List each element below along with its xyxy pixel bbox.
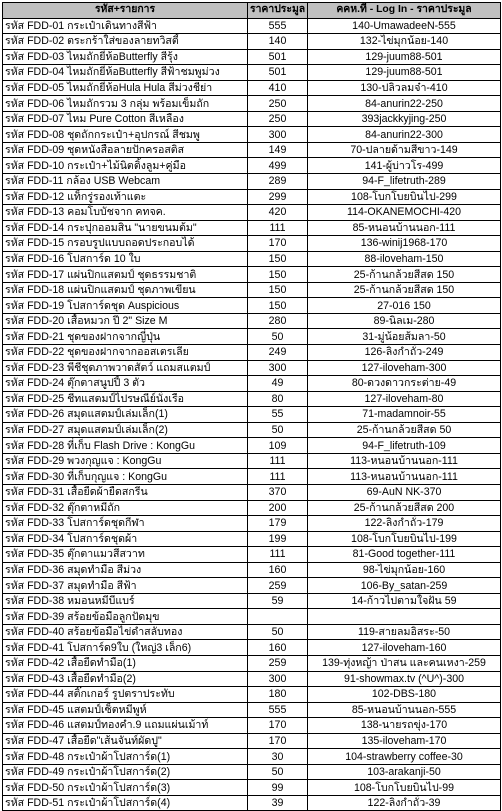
winner-cell: 108-โบกโบยบินไป-299 bbox=[308, 189, 501, 205]
item-cell: รหัส FDD-26 สมุดแสตมป์เล่มเล็ก(1) bbox=[3, 407, 248, 423]
item-cell: รหัส FDD-50 กระเป๋าผ้าโปสการ์ด(3) bbox=[3, 780, 248, 796]
price-cell: 410 bbox=[248, 80, 308, 96]
table-row bbox=[3, 18, 501, 34]
winner-cell: 129-juum88-501 bbox=[308, 49, 501, 65]
auction-results-table bbox=[2, 2, 501, 811]
winner-cell: 127-iloveham-80 bbox=[308, 391, 501, 407]
winner-cell: 114-OKANEMOCHI-420 bbox=[308, 205, 501, 221]
winner-cell: 85-หนอนบ้านนอก-555 bbox=[308, 702, 501, 718]
item-cell: รหัส FDD-19 โปสการ์ดชุด Auspicious bbox=[3, 298, 248, 314]
table-row bbox=[3, 313, 501, 329]
table-header bbox=[3, 3, 501, 19]
table-row bbox=[3, 531, 501, 547]
price-cell: 80 bbox=[248, 391, 308, 407]
item-cell: รหัส FDD-34 โปสการ์ดชุดผ้า bbox=[3, 531, 248, 547]
table-row bbox=[3, 282, 501, 298]
price-cell: 250 bbox=[248, 111, 308, 127]
table-row bbox=[3, 80, 501, 96]
winner-cell: 108-โบกโบยบินไป-99 bbox=[308, 780, 501, 796]
winner-cell: 94-F_lifetruth-289 bbox=[308, 174, 501, 190]
price-cell: 555 bbox=[248, 18, 308, 34]
winner-cell: 80-ดวงดาวกระต่าย-49 bbox=[308, 376, 501, 392]
winner-cell: 69-AuN NK-370 bbox=[308, 484, 501, 500]
winner-cell: 71-madamnoir-55 bbox=[308, 407, 501, 423]
table-row bbox=[3, 407, 501, 423]
table-row bbox=[3, 267, 501, 283]
winner-cell: 113-หนอนบ้านนอก-111 bbox=[308, 453, 501, 469]
item-cell: รหัส FDD-39 สร้อยข้อมือลูกปัดมุข bbox=[3, 609, 248, 625]
price-cell: 299 bbox=[248, 189, 308, 205]
winner-cell: 89-นิลเม-280 bbox=[308, 313, 501, 329]
item-cell: รหัส FDD-45 แสตมป์เซ็ตหมีพูห์ bbox=[3, 702, 248, 718]
item-cell: รหัส FDD-38 หมอนหมีบีแบร์ bbox=[3, 593, 248, 609]
table-row bbox=[3, 780, 501, 796]
price-cell: 501 bbox=[248, 49, 308, 65]
price-cell: 150 bbox=[248, 267, 308, 283]
winner-cell: 136-winij1968-170 bbox=[308, 236, 501, 252]
price-cell: 180 bbox=[248, 687, 308, 703]
table-row bbox=[3, 500, 501, 516]
price-cell: 179 bbox=[248, 516, 308, 532]
winner-cell: 84-anurin22-250 bbox=[308, 96, 501, 112]
price-cell: 50 bbox=[248, 624, 308, 640]
item-cell: รหัส FDD-08 ชุดถักกระเป๋า+อุปกรณ์ สีชมพู bbox=[3, 127, 248, 143]
item-cell: รหัส FDD-48 กระเป๋าผ้าโปสการ์ด(1) bbox=[3, 749, 248, 765]
winner-cell: 140-UmawadeeN-555 bbox=[308, 18, 501, 34]
item-cell: รหัส FDD-06 ไหมถักรวม 3 กลุ่ม พร้อมเข็มถัก bbox=[3, 96, 248, 112]
item-cell: รหัส FDD-03 ไหมถักยี่ห้อButterfly สีรุ้ง bbox=[3, 49, 248, 65]
price-column-header: ราคาประมูล bbox=[248, 3, 308, 19]
table-row bbox=[3, 360, 501, 376]
winner-cell: 119-สายลมอิสระ-50 bbox=[308, 624, 501, 640]
winner-cell: 108-โบกโบยบินไป-199 bbox=[308, 531, 501, 547]
table-row bbox=[3, 251, 501, 267]
table-row bbox=[3, 391, 501, 407]
item-cell: รหัส FDD-22 ชุดของฝากจากออสเตรเลีย bbox=[3, 345, 248, 361]
winner-cell: 138-นายรถขุ่ง-170 bbox=[308, 718, 501, 734]
winner-cell: 135-iloveham-170 bbox=[308, 733, 501, 749]
price-cell: 111 bbox=[248, 469, 308, 485]
winner-cell: 102-DBS-180 bbox=[308, 687, 501, 703]
price-cell: 160 bbox=[248, 640, 308, 656]
item-cell: รหัส FDD-44 สติ๊กเกอร์ รูปตราประทับ bbox=[3, 687, 248, 703]
table-row bbox=[3, 655, 501, 671]
table-row bbox=[3, 422, 501, 438]
item-cell: รหัส FDD-25 ชีทแสตมป์ไปรษณีย์นั่งเรือ bbox=[3, 391, 248, 407]
item-cell: รหัส FDD-01 กระเป๋าเดินทางสีฟ้า bbox=[3, 18, 248, 34]
item-cell: รหัส FDD-42 เสื้อยืดทำมือ(1) bbox=[3, 655, 248, 671]
winner-cell: 139-ทุ่งหญ้า ป่าสน และคนเหงา-259 bbox=[308, 655, 501, 671]
table-row bbox=[3, 438, 501, 454]
item-cell: รหัส FDD-07 ไหม Pure Cotton สีเหลือง bbox=[3, 111, 248, 127]
price-cell: 170 bbox=[248, 718, 308, 734]
table-row bbox=[3, 764, 501, 780]
item-cell: รหัส FDD-02 ตระกร้าใส่ของลายทวิสตี้ bbox=[3, 34, 248, 50]
table-row bbox=[3, 702, 501, 718]
winner-cell: 127-iloveham-160 bbox=[308, 640, 501, 656]
price-cell: 250 bbox=[248, 96, 308, 112]
table-row bbox=[3, 516, 501, 532]
item-cell: รหัส FDD-30 ที่เก็บกุญแจ : KongGu bbox=[3, 469, 248, 485]
auction-results-sheet bbox=[2, 2, 500, 811]
winner-cell: 25-ก้านกล้วยสีสด 150 bbox=[308, 267, 501, 283]
item-cell: รหัส FDD-23 พีชีชุดภาพวาดสัตว์ แถมสแตมป์ bbox=[3, 360, 248, 376]
table-row bbox=[3, 142, 501, 158]
item-cell: รหัส FDD-17 แผ่นปิกแสตมป์ ชุดธรรมชาติ bbox=[3, 267, 248, 283]
winner-cell: 126-ลิงกำถั่ว-249 bbox=[308, 345, 501, 361]
table-row bbox=[3, 174, 501, 190]
item-cell: รหัส FDD-29 พวงกุญแจ : KongGu bbox=[3, 453, 248, 469]
item-cell: รหัส FDD-18 แผ่นปิกแสตมป์ ชุดภาพเขียน bbox=[3, 282, 248, 298]
winner-cell: 81-Good together-111 bbox=[308, 547, 501, 563]
item-cell: รหัส FDD-28 ที่เก็บ Flash Drive : KongGu bbox=[3, 438, 248, 454]
table-body bbox=[3, 18, 501, 811]
item-cell: รหัส FDD-04 ไหมถักยี่ห้อButterfly สีฟ้าชมพูม่วง bbox=[3, 65, 248, 81]
table-row bbox=[3, 733, 501, 749]
table-row bbox=[3, 795, 501, 811]
table-row bbox=[3, 578, 501, 594]
winner-cell: 103-arakanji-50 bbox=[308, 764, 501, 780]
item-cell: รหัส FDD-05 ไหมถักยี่ห้อHula Hula สีม่วงชีย่า bbox=[3, 80, 248, 96]
price-cell: 259 bbox=[248, 578, 308, 594]
price-cell: 555 bbox=[248, 702, 308, 718]
price-cell: 280 bbox=[248, 313, 308, 329]
winner-cell: 104-strawberry coffee-30 bbox=[308, 749, 501, 765]
table-row bbox=[3, 34, 501, 50]
price-cell: 111 bbox=[248, 547, 308, 563]
price-cell: 300 bbox=[248, 360, 308, 376]
table-row bbox=[3, 671, 501, 687]
winner-cell: 98-ไข่มุกน้อย-160 bbox=[308, 562, 501, 578]
item-cell: รหัส FDD-40 สร้อยข้อมือไข่ดำสลับทอง bbox=[3, 624, 248, 640]
price-cell: 150 bbox=[248, 282, 308, 298]
price-cell: 420 bbox=[248, 205, 308, 221]
table-row bbox=[3, 687, 501, 703]
price-cell: 59 bbox=[248, 593, 308, 609]
price-cell: 140 bbox=[248, 34, 308, 50]
price-cell: 249 bbox=[248, 345, 308, 361]
price-cell: 109 bbox=[248, 438, 308, 454]
price-cell: 111 bbox=[248, 220, 308, 236]
winner-cell: 25-ก้านกล้วยสีสด 50 bbox=[308, 422, 501, 438]
item-cell: รหัส FDD-49 กระเป๋าผ้าโปสการ์ด(2) bbox=[3, 764, 248, 780]
price-cell: 289 bbox=[248, 174, 308, 190]
table-row bbox=[3, 49, 501, 65]
price-cell: 160 bbox=[248, 562, 308, 578]
item-cell: รหัส FDD-51 กระเป๋าผ้าโปสการ์ด(4) bbox=[3, 795, 248, 811]
winner-cell: 113-หนอนบ้านนอก-111 bbox=[308, 469, 501, 485]
table-row bbox=[3, 718, 501, 734]
table-row bbox=[3, 158, 501, 174]
item-cell: รหัส FDD-24 ตุ๊กตาสนูปปี้ 3 ตัว bbox=[3, 376, 248, 392]
winner-cell: 393jackkyjing-250 bbox=[308, 111, 501, 127]
price-cell: 49 bbox=[248, 376, 308, 392]
header-row bbox=[3, 3, 501, 19]
item-cell: รหัส FDD-12 แท็กรู่รองเท้าแตะ bbox=[3, 189, 248, 205]
table-row bbox=[3, 640, 501, 656]
table-row bbox=[3, 593, 501, 609]
item-cell: รหัส FDD-32 ตุ๊กตาหมีถัก bbox=[3, 500, 248, 516]
price-cell: 111 bbox=[248, 453, 308, 469]
item-cell: รหัส FDD-35 ตุ๊กตาแมวสีสวาท bbox=[3, 547, 248, 563]
table-row bbox=[3, 220, 501, 236]
winner-cell: 127-iloveham-300 bbox=[308, 360, 501, 376]
table-row bbox=[3, 345, 501, 361]
winner-cell: 122-ลิงกำถั่ว-39 bbox=[308, 795, 501, 811]
winner-cell: 31-มู่น้อยส้มลา-50 bbox=[308, 329, 501, 345]
winner-cell bbox=[308, 609, 501, 625]
table-row bbox=[3, 484, 501, 500]
price-cell: 149 bbox=[248, 142, 308, 158]
price-cell: 50 bbox=[248, 764, 308, 780]
item-cell: รหัส FDD-47 เสื้อยืด"เส้นจันท์ผัดปู" bbox=[3, 733, 248, 749]
price-cell: 55 bbox=[248, 407, 308, 423]
winner-cell: 88-iloveham-150 bbox=[308, 251, 501, 267]
table-row bbox=[3, 189, 501, 205]
table-row bbox=[3, 547, 501, 563]
table-row bbox=[3, 65, 501, 81]
item-cell: รหัส FDD-11 กล้อง USB Webcam bbox=[3, 174, 248, 190]
winner-cell: 85-หนอนบ้านนอก-111 bbox=[308, 220, 501, 236]
table-row bbox=[3, 624, 501, 640]
winner-cell: 130-ปลิวลมจ๋า-410 bbox=[308, 80, 501, 96]
table-row bbox=[3, 111, 501, 127]
table-row bbox=[3, 749, 501, 765]
item-cell: รหัส FDD-31 เสื้อยืดผ้ายืดสกรีน bbox=[3, 484, 248, 500]
price-cell: 501 bbox=[248, 65, 308, 81]
item-cell: รหัส FDD-46 แสตมป์ทองคำ.9 แถมแผ่นเม้าท์ bbox=[3, 718, 248, 734]
winner-cell: 14-ก้าวไปตามใจฝัน 59 bbox=[308, 593, 501, 609]
price-cell: 499 bbox=[248, 158, 308, 174]
item-cell: รหัส FDD-15 กรอบรูปแบบถอดประกอบได้ bbox=[3, 236, 248, 252]
price-cell: 259 bbox=[248, 655, 308, 671]
winner-cell: 106-By_satan-259 bbox=[308, 578, 501, 594]
winner-cell: 132-ไข่มุกน้อย-140 bbox=[308, 34, 501, 50]
item-cell: รหัส FDD-43 เสื้อยืดทำมือ(2) bbox=[3, 671, 248, 687]
table-row bbox=[3, 127, 501, 143]
winner-cell: 91-showmax.tv (^U^)-300 bbox=[308, 671, 501, 687]
item-cell: รหัส FDD-27 สมุดแสตมป์เล่มเล็ก(2) bbox=[3, 422, 248, 438]
winner-cell: 25-ก้านกล้วยสีสด 150 bbox=[308, 282, 501, 298]
price-cell: 170 bbox=[248, 733, 308, 749]
winner-column-header: คคห.ที่ - Log In - ราคาประมูล bbox=[308, 3, 501, 19]
table-row bbox=[3, 469, 501, 485]
winner-cell: 129-juum88-501 bbox=[308, 65, 501, 81]
price-cell: 150 bbox=[248, 251, 308, 267]
table-row bbox=[3, 298, 501, 314]
winner-cell: 84-anurin22-300 bbox=[308, 127, 501, 143]
item-cell: รหัส FDD-09 ชุดหนังสือลายปักครอสติส bbox=[3, 142, 248, 158]
table-row bbox=[3, 453, 501, 469]
table-row bbox=[3, 562, 501, 578]
table-row bbox=[3, 236, 501, 252]
price-cell: 170 bbox=[248, 236, 308, 252]
price-cell: 50 bbox=[248, 329, 308, 345]
winner-cell: 27-016 150 bbox=[308, 298, 501, 314]
item-cell: รหัส FDD-14 กระปุกออมสิน "นายขนมต้ม" bbox=[3, 220, 248, 236]
price-cell: 370 bbox=[248, 484, 308, 500]
table-row bbox=[3, 376, 501, 392]
item-cell: รหัส FDD-10 กระเป๋า+ไม้นิตติ้งลูม+คู่มือ bbox=[3, 158, 248, 174]
table-row bbox=[3, 609, 501, 625]
price-cell: 199 bbox=[248, 531, 308, 547]
price-cell: 150 bbox=[248, 298, 308, 314]
item-column-header: รหัส+รายการ bbox=[3, 3, 248, 19]
table-row bbox=[3, 96, 501, 112]
winner-cell: 70-ปลายด้ามสีขาว-149 bbox=[308, 142, 501, 158]
price-cell: 300 bbox=[248, 671, 308, 687]
item-cell: รหัส FDD-21 ชุดของฝากจากญี่ปุ่น bbox=[3, 329, 248, 345]
winner-cell: 122-ลิงกำถั่ว-179 bbox=[308, 516, 501, 532]
price-cell: 99 bbox=[248, 780, 308, 796]
price-cell: 50 bbox=[248, 422, 308, 438]
price-cell: 39 bbox=[248, 795, 308, 811]
item-cell: รหัส FDD-41 โปสการ์ด9ใบ (ใหญ่3 เล็ก6) bbox=[3, 640, 248, 656]
price-cell: 300 bbox=[248, 127, 308, 143]
table-row bbox=[3, 205, 501, 221]
item-cell: รหัส FDD-37 สมุดทำมือ สีฟ้า bbox=[3, 578, 248, 594]
winner-cell: 25-ก้านกล้วยสีสด 200 bbox=[308, 500, 501, 516]
winner-cell: 94-F_lifetruth-109 bbox=[308, 438, 501, 454]
price-cell bbox=[248, 609, 308, 625]
item-cell: รหัส FDD-16 โปสการ์ด 10 ใบ bbox=[3, 251, 248, 267]
item-cell: รหัส FDD-13 คอมโบบัชจาก คทจค. bbox=[3, 205, 248, 221]
price-cell: 200 bbox=[248, 500, 308, 516]
item-cell: รหัส FDD-20 เสื้อหมวก ปี 2" Size M bbox=[3, 313, 248, 329]
table-row bbox=[3, 329, 501, 345]
item-cell: รหัส FDD-33 โปสการ์ดชุดกีฬา bbox=[3, 516, 248, 532]
winner-cell: 141-ผู้บ่าวโร-499 bbox=[308, 158, 501, 174]
price-cell: 30 bbox=[248, 749, 308, 765]
item-cell: รหัส FDD-36 สมุดทำมือ สีม่วง bbox=[3, 562, 248, 578]
